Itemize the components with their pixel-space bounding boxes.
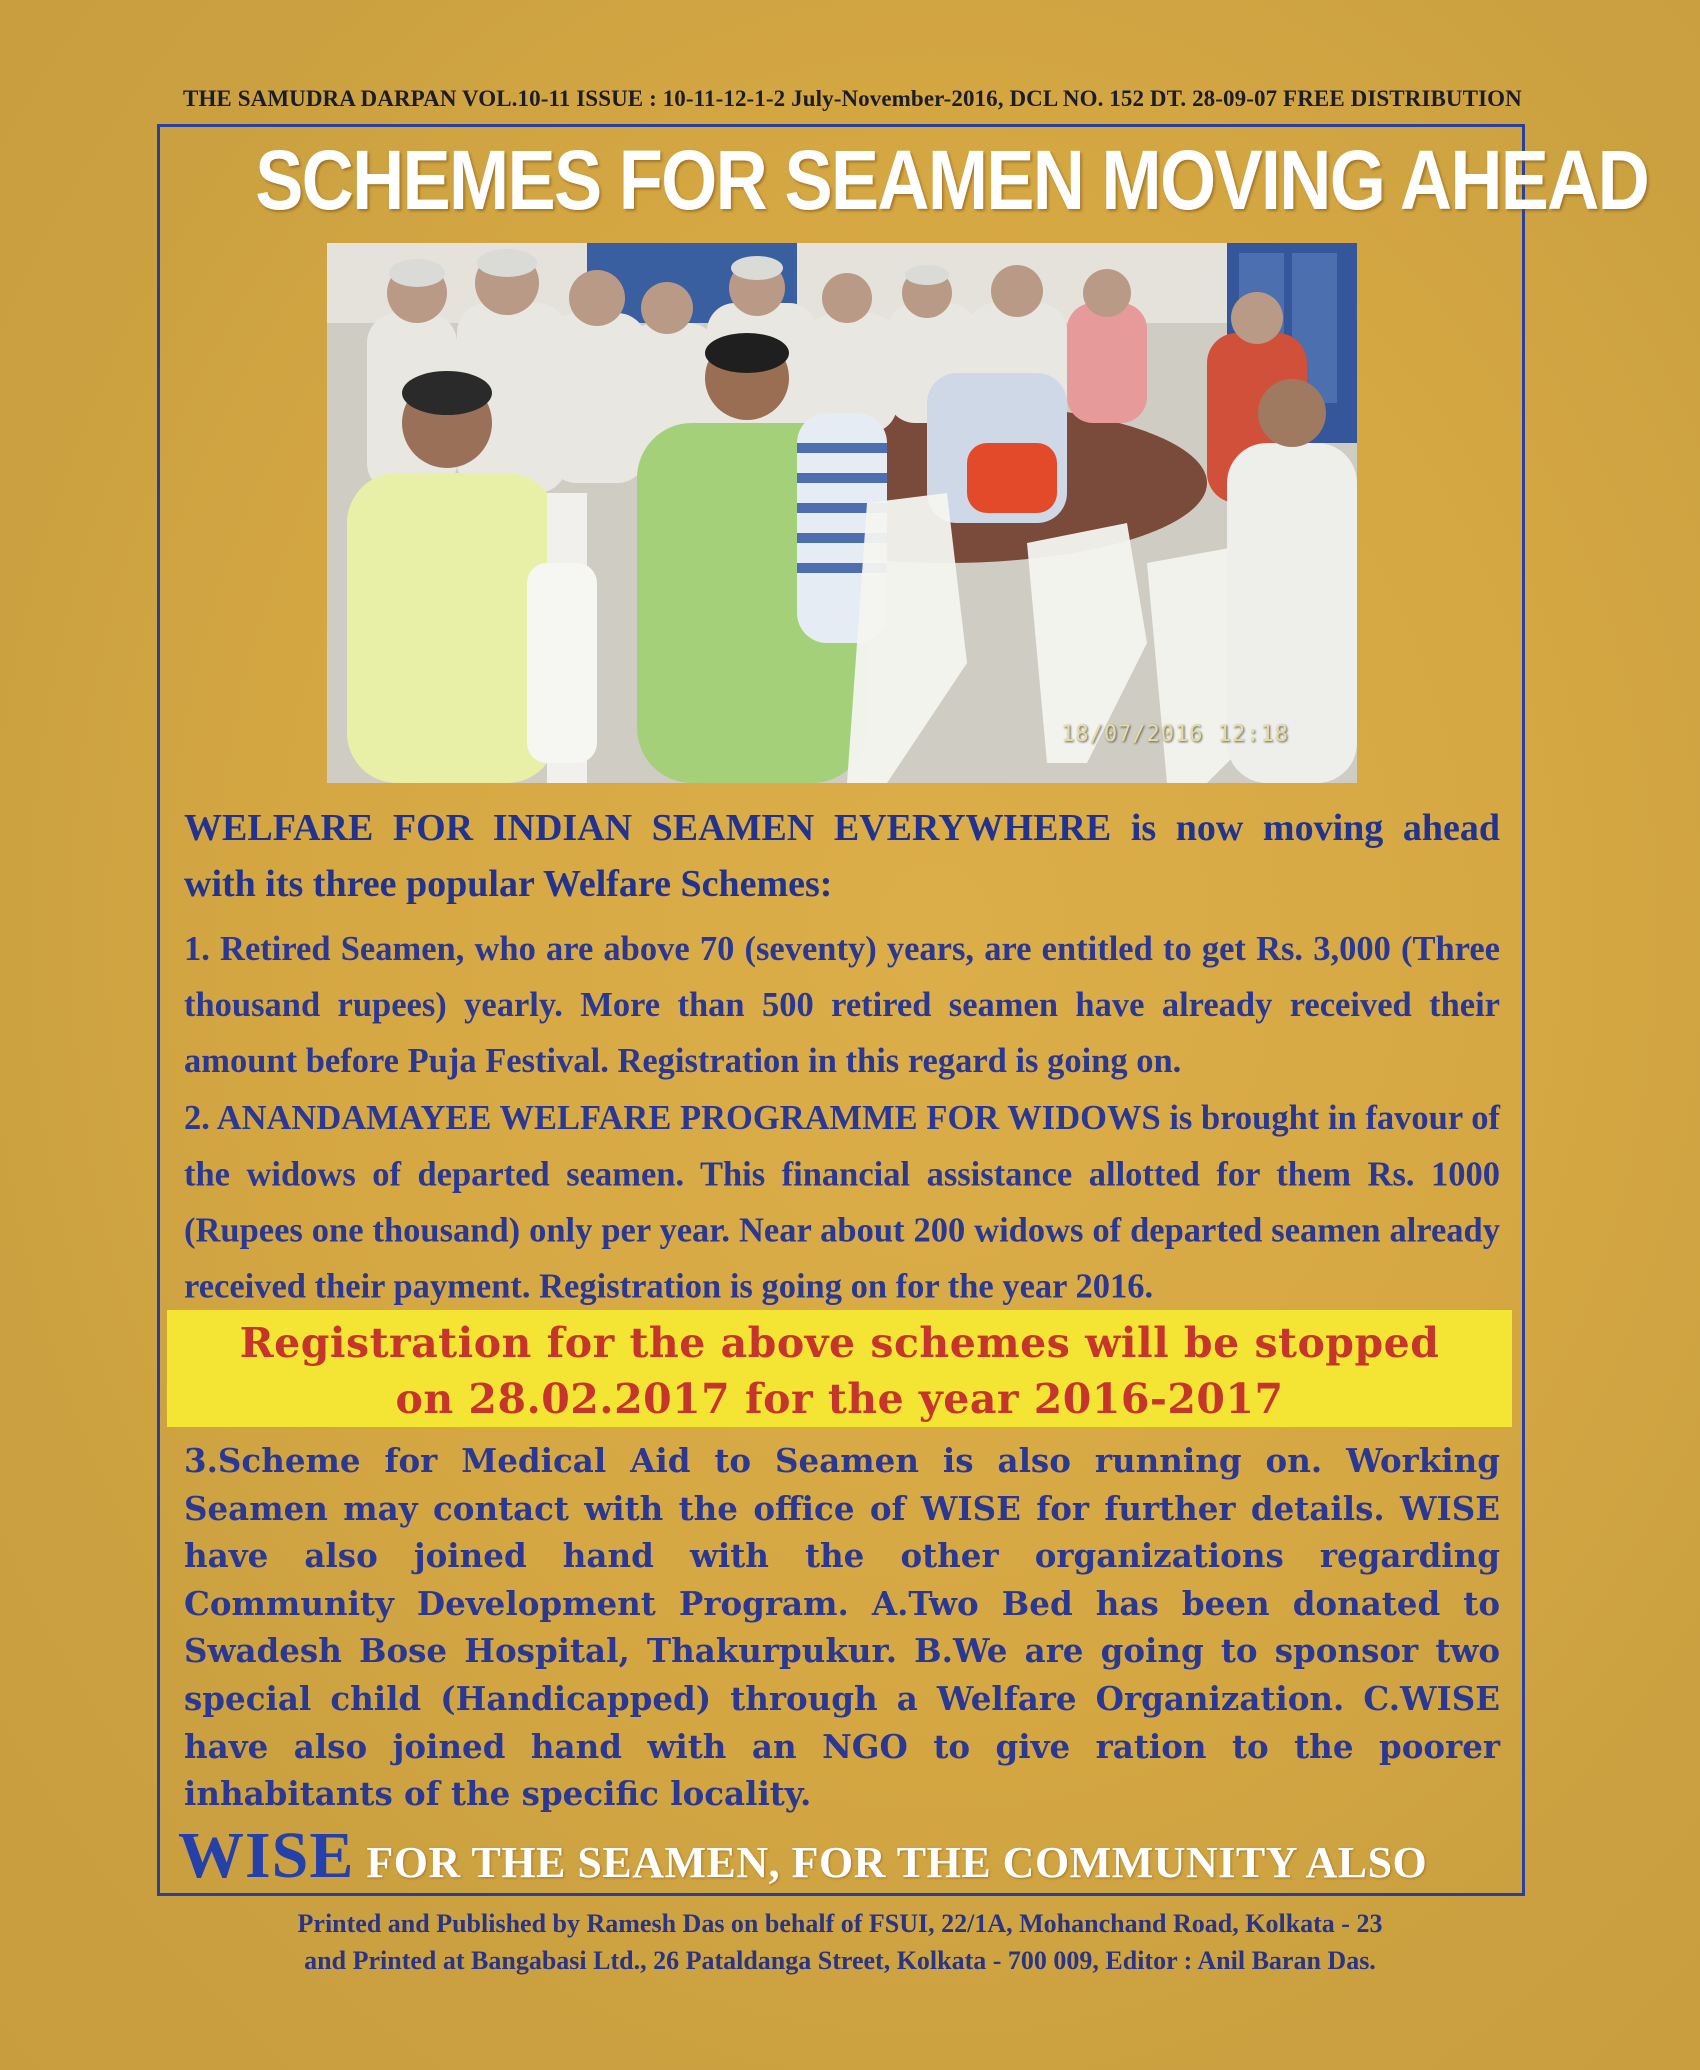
registration-notice-text bbox=[167, 1315, 1512, 1427]
imprint-line-2: and Printed at Bangabasi Ltd., 26 Pataldanga Street, Kolkata - 700 009, Editor : Anil Baran Das. bbox=[304, 1946, 1376, 1975]
intro-text: is now moving ahead with its three popular Welfare Schemes: bbox=[184, 807, 1501, 905]
scheme-2-paragraph: 2. ANANDAMAYEE WELFARE PROGRAMME FOR WIDOWS is brought in favour of the widows of departed seamen. This financial assistance allotted for them Rs. 1000 (Rupees one thousand) only per year. Near about 200 widows of departed seamen already received their payment. Registration is going on for the year 2016. bbox=[184, 1098, 1500, 1306]
group-meeting-photo-icon bbox=[327, 243, 1357, 783]
scheme-3-paragraph: 3.Scheme for Medical Aid to Seamen is also running on. Working Seamen may contact with the office of WISE for further details. WISE have also joined hand with the other organizations regarding Community Development Program. A.Two Bed has been donated to Swadesh Bose Hospital, Thakurpukur. B.We are going to sponsor two special child (Handicapped) through a Welfare Organization. C.WISE have also joined hand with an NGO to give ration to the poorer inhabitants of the specific locality. bbox=[184, 1441, 1500, 1814]
notice-line-2: on 28.02.2017 for the year 2016-2017 bbox=[395, 1375, 1284, 1423]
intro-paragraph bbox=[184, 800, 1500, 912]
photo-timestamp: 18/07/2016 12:18 bbox=[1061, 722, 1289, 747]
notice-line-1: Registration for the above schemes will be stopped bbox=[239, 1319, 1440, 1367]
tagline-brand: WISE bbox=[178, 1819, 355, 1892]
masthead: THE SAMUDRA DARPAN VOL.10-11 ISSUE : 10-11-12-1-2 July-November-2016, DCL NO. 152 DT. 28-09-07 FREE DISTRIBUTION bbox=[183, 86, 1522, 111]
imprint-line-1: Printed and Published by Ramesh Das on behalf of FSUI, 22/1A, Mohanchand Road, Kolkata - 23 bbox=[297, 1909, 1383, 1938]
scheme-1-paragraph: 1. Retired Seamen, who are above 70 (seventy) years, are entitled to get Rs. 3,000 (Three thousand rupees) yearly. More than 500 retired seamen have already received their amount before Puja Festival. Registration in this regard is going on. bbox=[184, 929, 1500, 1081]
page-headline: SCHEMES FOR SEAMEN MOVING AHEAD bbox=[255, 133, 1649, 227]
organization-name: WELFARE FOR INDIAN SEAMEN EVERYWHERE bbox=[184, 807, 1112, 849]
imprint bbox=[160, 1905, 1520, 1979]
registration-notice bbox=[167, 1310, 1512, 1427]
meeting-photo bbox=[327, 243, 1357, 783]
tagline-text: FOR THE SEAMEN, FOR THE COMMUNITY ALSO bbox=[366, 1838, 1428, 1887]
schemes-text bbox=[184, 921, 1500, 1315]
tagline bbox=[178, 1818, 1508, 1894]
